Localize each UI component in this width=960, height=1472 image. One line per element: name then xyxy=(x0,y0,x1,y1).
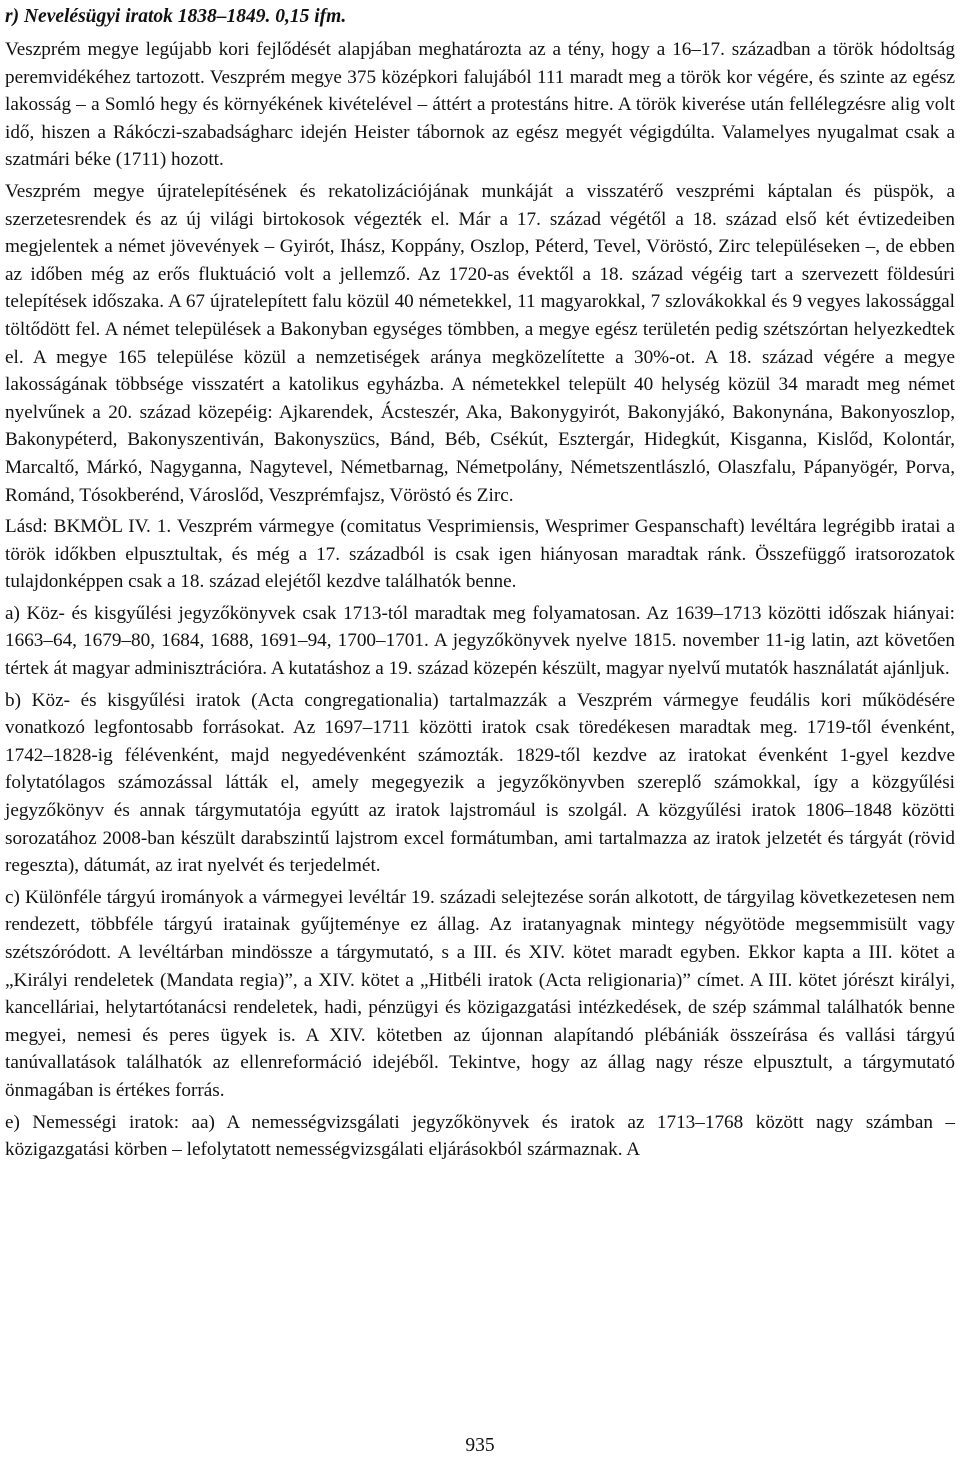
paragraph-archive-reference: Lásd: BKMÖL IV. 1. Veszprém vármegye (comitatus Vesprimiensis, Wesprimer Gespanschaft) levéltára legrégibb iratai a török időkben elpusztultak, és még a 17. századból is csak igen hiányosan maradtak ránk. Összefüggő iratsorozatok tulajdonképpen csak a 18. század elejétől kezdve találhatók benne. xyxy=(5,516,955,593)
page-number: 935 xyxy=(465,1435,495,1456)
paragraph-miscellaneous-documents: c) Különféle tárgyú irományok a vármegyei levéltár 19. századi selejtezése során alkotott, de tárgyilag következetesen nem rendezett, többféle tárgyú iratainak gyűjteménye ez állag. Az iratanyagnak mintegy négyötöde megsemmisült vagy szétszóródott. A levéltárban mindössze a tárgymutató, s a III. és XIV. kötet maradt egyben. Ekkor kapta a III. kötet a „Királyi rendeletek (Mandata regia)”, a XIV. kötet a „Hitbéli iratok (Acta religionaria)” címet. A III. kötet jórészt királyi, kancelláriai, helytartótanácsi rendeletek, hadi, pénzügyi és közigazgatási intézkedések, de szép számmal találhatók benne megyei, nemesi és peres ügyek is. A XIV. kötetben az újonnan alapítandó plébániák összeírása és vallási tárgyú tanúvallatások találhatók az ellenreformáció idejéből. Tekintve, hogy az állag nagy része elpusztult, a tárgymutató önmagában is értékes forrás. xyxy=(5,886,955,1101)
paragraph-nobility-documents: e) Nemességi iratok: aa) A nemességvizsgálati jegyzőkönyvek és iratok az 1713–1768 között nagy számban – közigazgatási körben – lefolytatott nemességvizsgálati eljárásokból származnak. A xyxy=(5,1111,955,1161)
section-heading: r) Nevelésügyi iratok 1838–1849. 0,15 ifm. xyxy=(5,6,347,27)
paragraph-assembly-minutes: a) Köz- és kisgyűlési jegyzőkönyvek csak 1713-tól maradtak meg folyamatosan. Az 1639–1713 közötti időszak hiányai: 1663–64, 1679–80, 1684, 1688, 1691–94, 1700–1701. A jegyzőkönyvek nyelve 1815. november 11-ig latin, azt követően tértek át magyar adminisztrációra. A kutatáshoz a 19. század közepén készült, magyar nyelvű mutatók használatát ajánljuk. xyxy=(5,602,955,680)
document-page xyxy=(5,3,955,1168)
paragraph-assembly-documents: b) Köz- és kisgyűlési iratok (Acta congregationalia) tartalmazzák a Veszprém vármegye feudális kori működésére vonatkozó legfontosabb forrásokat. Az 1697–1711 közötti iratok csak töredékesen maradtak meg. 1719-től évenként, 1742–1828-ig félévenként, majd negyedévenként számozták. 1829-től kezdve az iratokat évenként 1-gyel kezdve folytatólagos számozással látták el, amely megegyezik a jegyzőkönyvben szereplő számokkal, így a közgyűlési jegyzőkönyv és annak tárgymutatója egyútt az iratok lajstromául is szolgál. A közgyűlési iratok 1806–1848 közötti sorozatához 2008-ban készült darabszintű lajstrom excel formátumban, ami tartalmazza az iratok jelzetét és tárgyát (rövid regeszta), dátumát, az irat nyelvét és terjedelmét. xyxy=(5,689,955,877)
paragraph-resettlement: Veszprém megye újratelepítésének és rekatolizációjának munkáját a visszatérő veszprémi káptalan és püspök, a szerzetesrendek és az új világi birtokosok végezték el. Már a 17. század végétől a 18. század első két évtizedeiben megjelentek a német jövevények – Gyirót, Ihász, Koppány, Oszlop, Péterd, Tevel, Vöröstó, Zirc településeken –, de ebben az időben még az erős fluktuáció volt a jellemző. Az 1720-as évektől a 18. század végéig tart a szervezett földesúri telepítések időszaka. A 67 újratelepített falu közül 40 németekkel, 11 magyarokkal, 7 szlovákokkal és 9 vegyes lakossággal töltődött fel. A német települések a Bakonyban egységes tömbben, a megye egész területén pedig szétszórtan helyezkedtek el. A megye 165 települése közül a nemzetiségek aránya megközelítette a 30%-ot. A 18. század végére a megye lakosságának többsége visszatért a katolikus egyházba. A németekkel települt 40 helység közül 34 maradt meg német nyelvűnek a 20. század közepéig: Ajkarendek, Ácsteszér, Aka, Bakonygyirót, Bakonyjákó, Bakonynána, Bakonyoszlop, Bakonypéterd, Bakonyszentiván, Bakonyszücs, Bánd, Béb, Csékút, Esztergár, Hidegkút, Kisganna, Kislőd, Kolontár, Marcaltő, Márkó, Nagyganna, Nagytevel, Németbarnag, Németpolány, Németszentlászló, Olaszfalu, Pápanyögér, Porva, Románd, Tósokberénd, Városlőd, Veszprémfajsz, Vöröstó és Zirc. xyxy=(5,180,955,506)
paragraph-history-intro: Veszprém megye legújabb kori fejlődését alapjában meghatározta az a tény, hogy a 16–17. században a török hódoltság peremvidékéhez tartozott. Veszprém megye 375 középkori falujából 111 maradt meg a török kor végére, és szinte az egész lakosság – a Somló hegy és környékének kivételével – áttért a protestáns hitre. A török kiverése után fellélegzésre alig volt idő, hiszen a Rákóczi-szabadságharc idején Heister tábornok az egész megyét végigdúlta. Valamelyes nyugalmat csak a szatmári béke (1711) hozott. xyxy=(5,39,955,171)
